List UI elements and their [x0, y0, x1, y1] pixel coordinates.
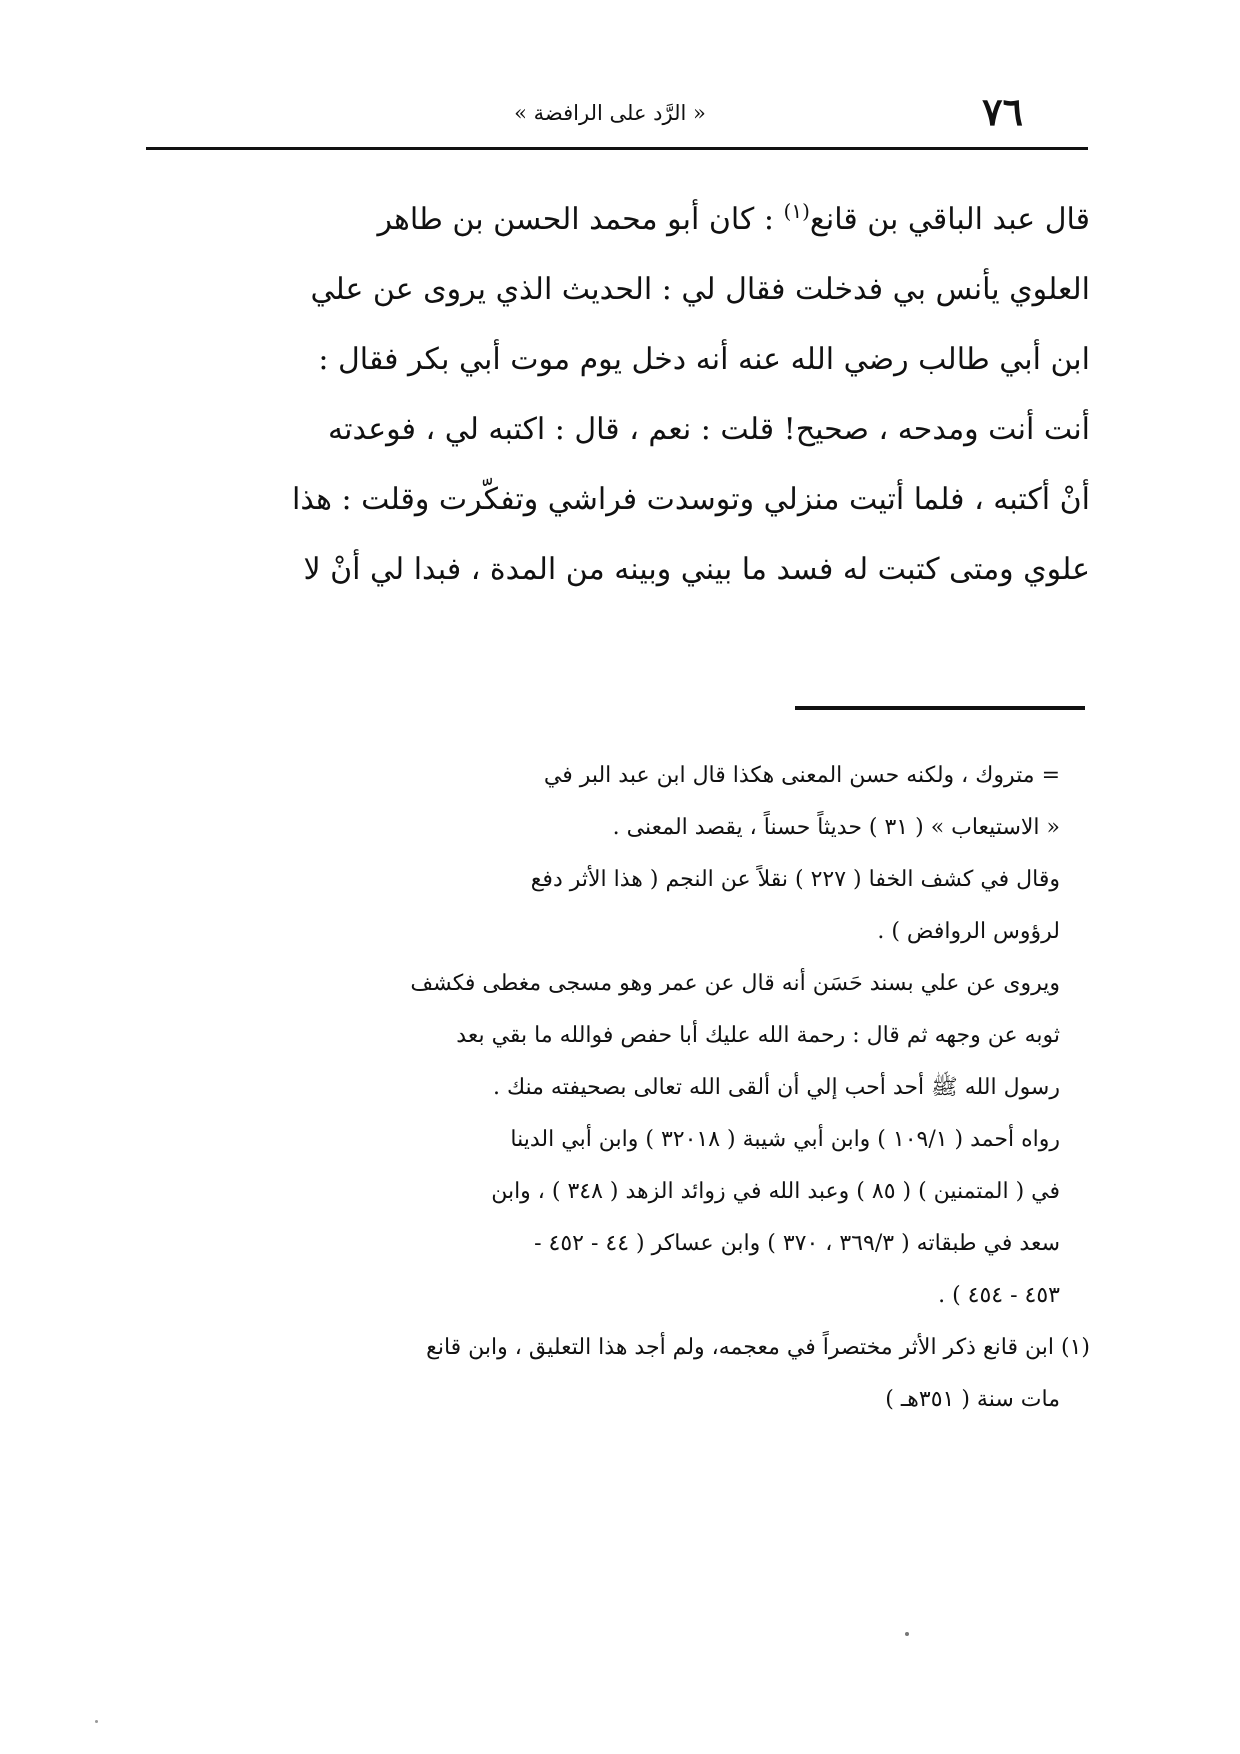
header-divider [146, 147, 1088, 150]
footnotes-block [168, 750, 1090, 1680]
main-text-line: أنْ أكتبه ، فلما أتيت منزلي وتوسدت فراشي وتفكّرت وقلت : هذا [292, 482, 1090, 517]
footnote-line: وقال في كشف الخفا ( ٢٢٧ ) نقلاً عن النجم ( هذا الأثر دفع [530, 867, 1060, 892]
footnote-line: مات سنة ( ٣٥١هـ ) [885, 1387, 1060, 1412]
footnote-line: لرؤوس الروافض ) . [877, 919, 1060, 944]
main-text-line: ابن أبي طالب رضي الله عنه أنه دخل يوم موت أبي بكر فقال : [318, 342, 1090, 377]
main-text-line: العلوي يأنس بي فدخلت فقال لي : الحديث الذي يروى عن علي [310, 272, 1090, 307]
footnote-line: رسول الله ﷺ أحد أحب إلي أن ألقى الله تعالى بصحيفته منك . [492, 1075, 1060, 1100]
scan-speck [905, 1632, 909, 1636]
footnote-line: ٤٥٣ - ٤٥٤ ) . [938, 1283, 1060, 1308]
footnote-line: سعد في طبقاته ( ٣٦٩/٣ ، ٣٧٠ ) وابن عساكر ( ٤٤ - ٤٥٢ - [534, 1231, 1060, 1256]
main-text-segment: : كان أبو محمد الحسن بن طاهر [377, 202, 784, 237]
footnote-separator [795, 706, 1085, 710]
footnote-line: « الاستيعاب » ( ٣١ ) حديثاً حسناً ، يقصد المعنى . [612, 815, 1060, 840]
main-text-segment: قال عبد الباقي بن قانع [809, 202, 1090, 237]
scan-speck [95, 1720, 98, 1723]
footnote-line: ويروى عن علي بسند حَسَن أنه قال عن عمر وهو مسجى مغطى فكشف [410, 971, 1060, 996]
main-text-block [140, 185, 1090, 675]
footnote-reference: (١) [783, 199, 810, 223]
footnote-line: رواه أحمد ( ١٠٩/١ ) وابن أبي شيبة ( ٣٢٠١٨ ) وابن أبي الدينا [510, 1127, 1060, 1152]
footnote-line: ثوبه عن وجهه ثم قال : رحمة الله عليك أبا حفص فوالله ما بقي بعد [456, 1023, 1060, 1048]
main-text-line [140, 185, 1090, 255]
main-text-line: أنت أنت ومدحه ، صحيح! قلت : نعم ، قال : اكتبه لي ، فوعدته [328, 412, 1090, 447]
page-number: ٧٦ [982, 89, 1023, 134]
main-text-line: علوي ومتى كتبت له فسد ما بيني وبينه من المدة ، فبدا لي أنْ لا [303, 552, 1090, 587]
running-header-title: « الرَّد على الرافضة » [514, 101, 706, 125]
footnote-line: في ( المتمنين ) ( ٨٥ ) وعبد الله في زوائد الزهد ( ٣٤٨ ) ، وابن [491, 1179, 1060, 1204]
footnote-line: = متروك ، ولكنه حسن المعنى هكذا قال ابن عبد البر في [543, 763, 1060, 788]
footnote-line: (١) ابن قانع ذكر الأثر مختصراً في معجمه، ولم أجد هذا التعليق ، وابن قانع [426, 1335, 1090, 1360]
